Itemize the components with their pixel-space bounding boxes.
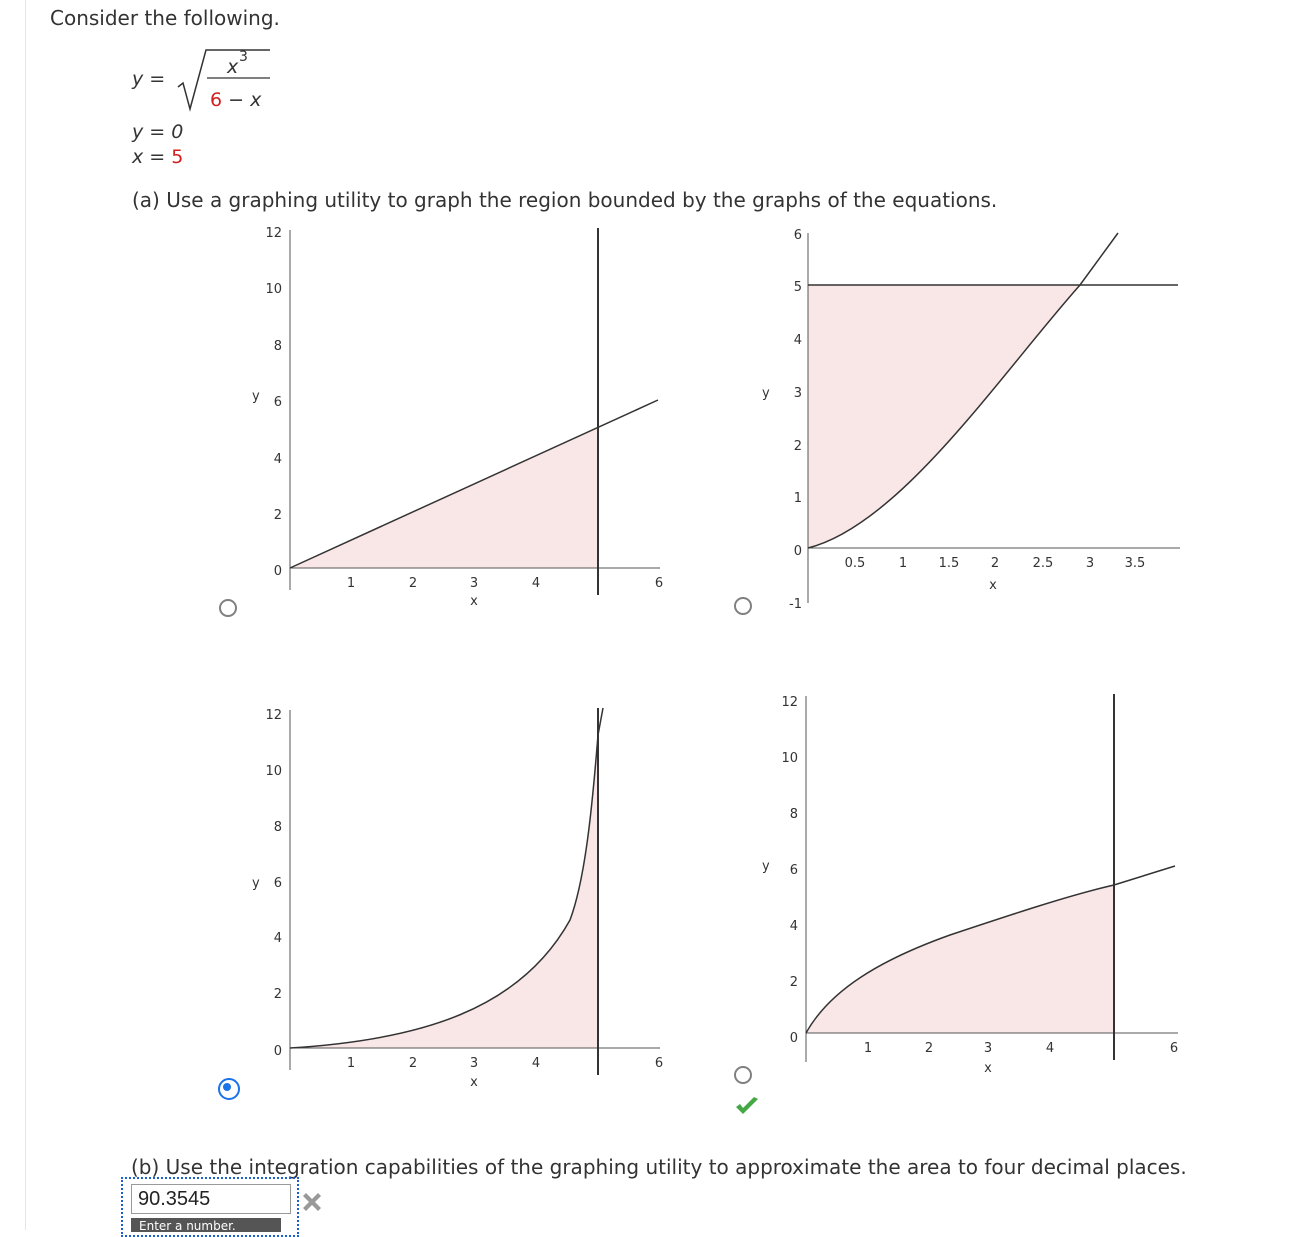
graph-d-ytick: 8 (789, 807, 798, 822)
graph-c-xtick: 6 (654, 1056, 664, 1071)
graph-a-y-ticks (265, 226, 282, 579)
graph-d-y-label: y (762, 859, 770, 874)
graph-a-xtick: 4 (531, 576, 541, 591)
graph-b-xtick: 3.5 (1124, 556, 1146, 571)
graph-d-xtick: 2 (924, 1041, 934, 1056)
graph-c-xtick: 1 (346, 1056, 356, 1071)
graph-b-svg (750, 225, 1190, 625)
graph-c-xtick: 4 (531, 1056, 541, 1071)
graph-c-x-ticks (347, 1056, 663, 1071)
graph-c-ytick: 2 (273, 987, 282, 1002)
graph-b-xtick: 2.5 (1032, 556, 1054, 571)
graph-d-ytick: 0 (789, 1031, 798, 1046)
y-equals: y = (132, 68, 166, 90)
graph-b-ytick: 2 (793, 439, 802, 454)
graph-a-ytick: 8 (273, 339, 282, 354)
equation-x5-value: 5 (171, 146, 184, 168)
radio-graph-d[interactable] (734, 1066, 752, 1084)
graph-c-ytick: 10 (265, 764, 282, 779)
denominator-rest: − x (222, 89, 262, 111)
radio-graph-a[interactable] (219, 599, 237, 617)
graph-a-ytick: 10 (265, 282, 282, 297)
graph-d-ytick: 2 (789, 975, 798, 990)
graph-a-ytick: 0 (273, 564, 282, 579)
graph-d-x-ticks (864, 1041, 1178, 1056)
graph-a-xtick: 1 (346, 576, 356, 591)
graph-a-y-label: y (252, 389, 260, 404)
equation-x5 (132, 146, 183, 168)
graph-b (750, 225, 1190, 625)
graph-d-ytick: 4 (789, 919, 798, 934)
graph-d-ytick: 12 (781, 695, 798, 710)
graph-a-ytick: 12 (265, 226, 282, 241)
graph-d-shaded-region (806, 885, 1114, 1033)
graph-b-y-ticks (789, 228, 802, 612)
graph-a-x-ticks (347, 576, 663, 591)
graph-b-x-label: x (989, 578, 997, 593)
part-a-prompt: (a) Use a graphing utility to graph the region bounded by the graphs of the equations. (132, 188, 998, 212)
graph-c-ytick: 12 (265, 708, 282, 723)
radio-graph-b[interactable] (734, 597, 752, 615)
graph-a-xtick: 2 (408, 576, 418, 591)
equation-x5-prefix: x = (132, 146, 172, 168)
graph-a-x-label: x (470, 594, 478, 609)
graph-c-ytick: 4 (273, 931, 282, 946)
graph-a-svg (240, 220, 670, 620)
radio-graph-c[interactable] (218, 1078, 240, 1100)
graph-b-ytick: 0 (793, 544, 802, 559)
graph-b-ytick: 6 (793, 228, 802, 243)
graph-a-ytick: 2 (273, 508, 282, 523)
check-icon (734, 1096, 760, 1116)
left-rule (25, 0, 26, 1230)
graph-c-ytick: 8 (273, 820, 282, 835)
graph-c-ytick: 0 (273, 1044, 282, 1059)
answer-input[interactable]: 90.3545 (131, 1184, 291, 1214)
graph-c-shaded-region (290, 735, 598, 1048)
graph-b-ytick: 3 (793, 386, 802, 401)
graph-d-ytick: 6 (789, 863, 798, 878)
graph-b-xtick: 1 (898, 556, 908, 571)
graph-c-y-label: y (252, 876, 260, 891)
graph-b-xtick: 3 (1085, 556, 1095, 571)
part-b-prompt: (b) Use the integration capabilities of the graphing utility to approximate the area to four decimal places. (131, 1155, 1187, 1179)
graph-b-x-ticks (845, 556, 1146, 571)
graph-c-xtick: 3 (469, 1056, 479, 1071)
graph-c-y-ticks (265, 708, 282, 1059)
graph-b-y-label: y (762, 386, 770, 401)
graph-d (750, 690, 1190, 1090)
graph-a-xtick: 3 (469, 576, 479, 591)
graph-c-ytick: 6 (273, 876, 282, 891)
graph-d-svg (750, 690, 1190, 1090)
graph-c (240, 700, 670, 1100)
graph-d-xtick: 4 (1045, 1041, 1055, 1056)
graph-d-xtick: 1 (863, 1041, 873, 1056)
graph-a-ytick: 4 (273, 452, 282, 467)
denominator-6: 6 (210, 89, 223, 111)
exponent-3: 3 (239, 49, 248, 65)
graph-c-x-label: x (470, 1075, 478, 1090)
graph-d-xtick: 3 (983, 1041, 993, 1056)
graph-b-ytick: 1 (793, 491, 802, 506)
graph-d-y-ticks (781, 695, 798, 1046)
numerator-x: x (227, 56, 239, 78)
incorrect-x-icon (300, 1190, 324, 1214)
graph-b-xtick: 1.5 (938, 556, 960, 571)
equation-y0: y = 0 (132, 121, 184, 143)
answer-hint: Enter a number. (131, 1218, 281, 1232)
graph-a (240, 220, 670, 620)
graph-a-ytick: 6 (273, 395, 282, 410)
graph-a-xtick: 6 (654, 576, 664, 591)
denominator (210, 89, 261, 111)
graph-d-xtick: 6 (1169, 1041, 1179, 1056)
graph-b-xtick: 2 (990, 556, 1000, 571)
graph-d-x-label: x (984, 1061, 992, 1076)
intro-text: Consider the following. (50, 6, 280, 30)
graph-b-xtick: 0.5 (844, 556, 866, 571)
graph-b-ytick: -1 (789, 597, 802, 612)
equation-sqrt (130, 45, 290, 115)
graph-b-ytick: 4 (793, 333, 802, 348)
graph-c-svg (240, 700, 670, 1100)
graph-d-ytick: 10 (781, 751, 798, 766)
graph-b-ytick: 5 (793, 280, 802, 295)
graph-b-shaded-region (808, 285, 1080, 548)
graph-c-xtick: 2 (408, 1056, 418, 1071)
